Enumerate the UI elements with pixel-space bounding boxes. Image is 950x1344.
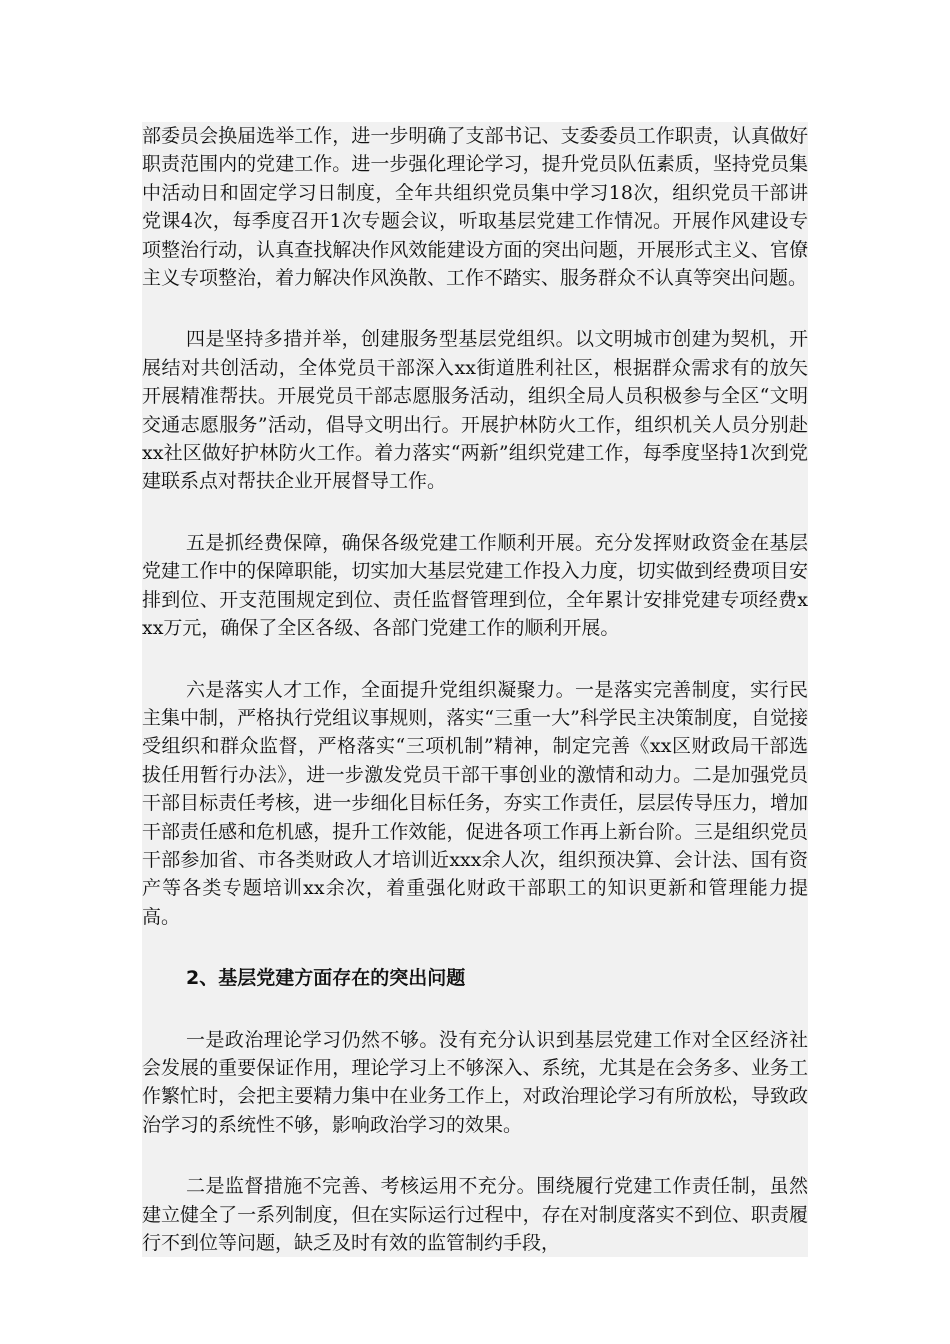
paragraph-theory-study: 一是政治理论学习仍然不够。没有充分认识到基层党建工作对全区经济社会发展的重要保证作用，理论学习上不够深入、系统，尤其是在会务多、业务工作繁忙时，会把主要精力集中在业务工作上，对政治理论学习有所放松，导致政治学习的系统性不够，影响政治学习的效果。 xyxy=(142,1028,808,1136)
paragraph-supervision: 二是监督措施不完善、考核运用不充分。围绕履行党建工作责任制，虽然建立健全了一系列制度，但在实际运行过程中，存在对制度落实不到位、职责履行不到位等问题，缺乏及时有效的监管制约手段， xyxy=(142,1175,808,1254)
paragraph-talent: 六是落实人才工作，全面提升党组织凝聚力。一是落实完善制度，实行民主集中制，严格执行党组议事规则，落实“三重一大”科学民主决策制度，自觉接受组织和群众监督，严格落实“三项机制”精神，制定完善《xx区财政局干部选拔任用暂行办法》，进一步激发党员干部干事创业的激情和动力。二是加强党员干部目标责任考核，进一步细化目标任务，夯实工作责任，层层传导压力，增加干部责任感和危机感，提升工作效能，促进各项工作再上新台阶。三是组织党员干部参加省、市各类财政人才培训近xxx余人次，组织预决算、会计法、国有资产等各类专题培训xx余次，着重强化财政干部职工的知识更新和管理能力提高。 xyxy=(142,678,809,928)
paragraph-spacer xyxy=(142,993,808,1026)
paragraph-spacer xyxy=(142,931,808,964)
paragraph-spacer xyxy=(142,292,808,325)
paragraph-service-party-org: 四是坚持多措并举，创建服务型基层党组织。以文明城市创建为契机，开展结对共创活动，全体党员干部深入xx街道胜利社区，根据群众需求有的放矢开展精准帮扶。开展党员干部志愿服务活动，组织全局人员积极参与全区“文明交通志愿服务”活动，倡导文明出行。开展护林防火工作，组织机关人员分别赴xx社区做好护林防火工作。着力落实“两新”组织党建工作，每季度坚持1次到党建联系点对帮扶企业开展督导工作。 xyxy=(142,328,808,493)
section-heading-problems: 2、基层党建方面存在的突出问题 xyxy=(186,967,466,990)
document-body xyxy=(142,122,808,1257)
paragraph-continuation: 部委员会换届选举工作，进一步明确了支部书记、支委委员工作职责，认真做好职责范围内的党建工作。进一步强化理论学习，提升党员队伍素质，坚持党员集中活动日和固定学习日制度，全年共组织党员集中学习18次，组织党员干部讲党课4次，每季度召开1次专题会议，听取基层党建工作情况。开展作风建设专项整治行动，认真查找解决作风效能建设方面的突出问题，开展形式主义、官僚主义专项整治，着力解决作风涣散、工作不踏实、服务群众不认真等突出问题。 xyxy=(142,125,808,290)
paragraph-spacer xyxy=(142,1139,808,1172)
paragraph-spacer xyxy=(142,496,808,529)
paragraph-funding: 五是抓经费保障，确保各级党建工作顺利开展。充分发挥财政资金在基层党建工作中的保障职能，切实加大基层党建工作投入力度，切实做到经费项目安排到位、开支范围规定到位、责任监督管理到位，全年累计安排党建专项经费xxx万元，确保了全区各级、各部门党建工作的顺利开展。 xyxy=(142,531,808,640)
paragraph-spacer xyxy=(142,643,808,676)
